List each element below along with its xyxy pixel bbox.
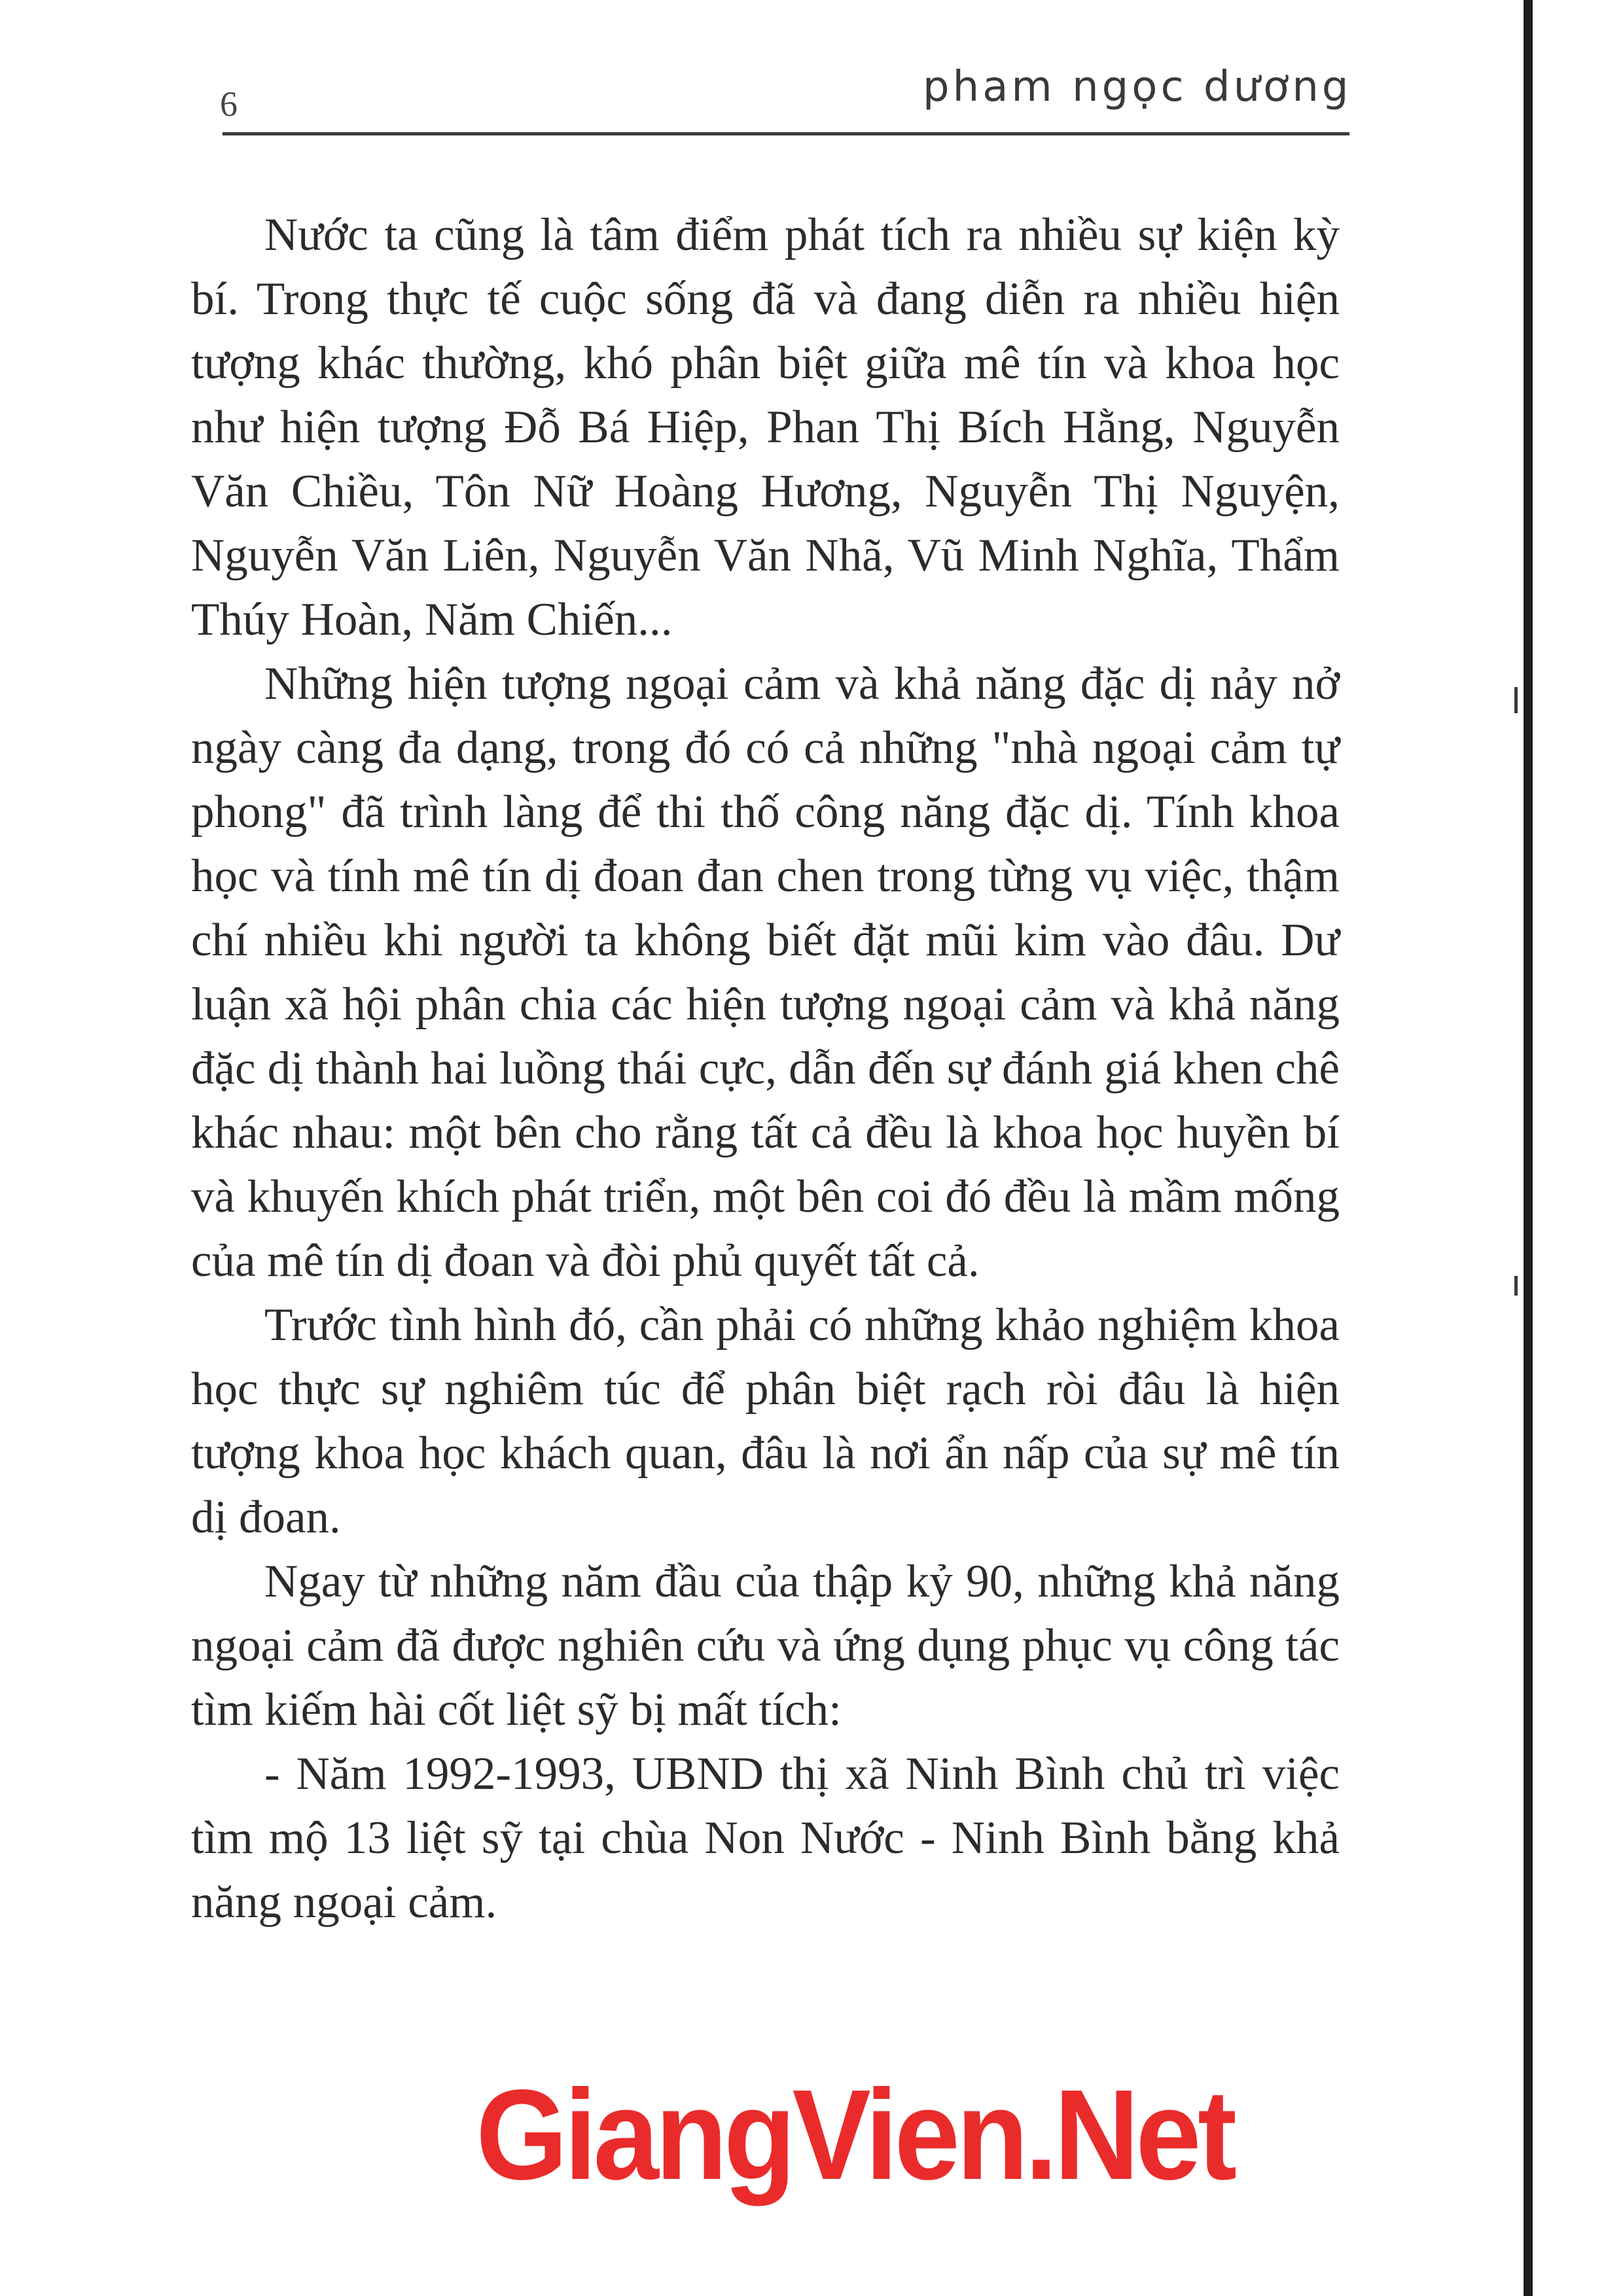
- paragraph: Trước tình hình đó, cần phải có những khảo nghiệm khoa học thực sự nghiêm túc để phân biệt rạch ròi đâu là hiện tượng khoa học khách quan, đâu là nơi ẩn nấp của sự mê tín dị đoan.: [191, 1299, 1340, 1543]
- paragraph: Nước ta cũng là tâm điểm phát tích ra nhiều sự kiện kỳ bí. Trong thực tế cuộc sống đã và đang diễn ra nhiều hiện tượng khác thường, khó phân biệt giữa mê tín và khoa học như hiện tượng Đỗ Bá Hiệp, Phan Thị Bích Hằng, Nguyễn Văn Chiều, Tôn Nữ Hoàng Hương, Nguyễn Thị Nguyện, Nguyễn Văn Liên, Nguyễn Văn Nhã, Vũ Minh Nghĩa, Thẩm Thúy Hoàn, Năm Chiến...: [191, 209, 1340, 645]
- page-edge-shadow: [1524, 0, 1533, 2296]
- edge-mark: [1514, 687, 1518, 713]
- paragraph: Những hiện tượng ngoại cảm và khả năng đặc dị nảy nở ngày càng đa dạng, trong đó có cả những "nhà ngoại cảm tự phong" đã trình làng để thi thố công năng đặc dị. Tính khoa học và tính mê tín dị đoan đan chen trong từng vụ việc, thậm chí nhiều khi người ta không biết đặt mũi kim vào đâu. Dư luận xã hội phân chia các hiện tượng ngoại cảm và khả năng đặc dị thành hai luồng thái cực, dẫn đến sự đánh giá khen chê khác nhau: một bên cho rằng tất cả đều là khoa học huyền bí và khuyến khích phát triển, một bên coi đó đều là mầm mống của mê tín dị đoan và đòi phủ quyết tất cả.: [191, 658, 1340, 1286]
- page-header: [0, 0, 1623, 157]
- paragraph: Ngay từ những năm đầu của thập kỷ 90, những khả năng ngoại cảm đã được nghiên cứu và ứng dụng phục vụ công tác tìm kiếm hài cốt liệt sỹ bị mất tích:: [191, 1556, 1340, 1735]
- body-text: [191, 203, 1340, 1934]
- paragraph: - Năm 1992-1993, UBND thị xã Ninh Bình chủ trì việc tìm mộ 13 liệt sỹ tại chùa Non Nước - Ninh Bình bằng khả năng ngoại cảm.: [191, 1748, 1340, 1928]
- watermark-logo: GiangVien.Net: [476, 2063, 1234, 2206]
- header-rule: [223, 132, 1349, 135]
- running-title: pham ngọc dương: [923, 63, 1352, 111]
- edge-mark: [1514, 1276, 1518, 1296]
- page-number: 6: [220, 84, 238, 124]
